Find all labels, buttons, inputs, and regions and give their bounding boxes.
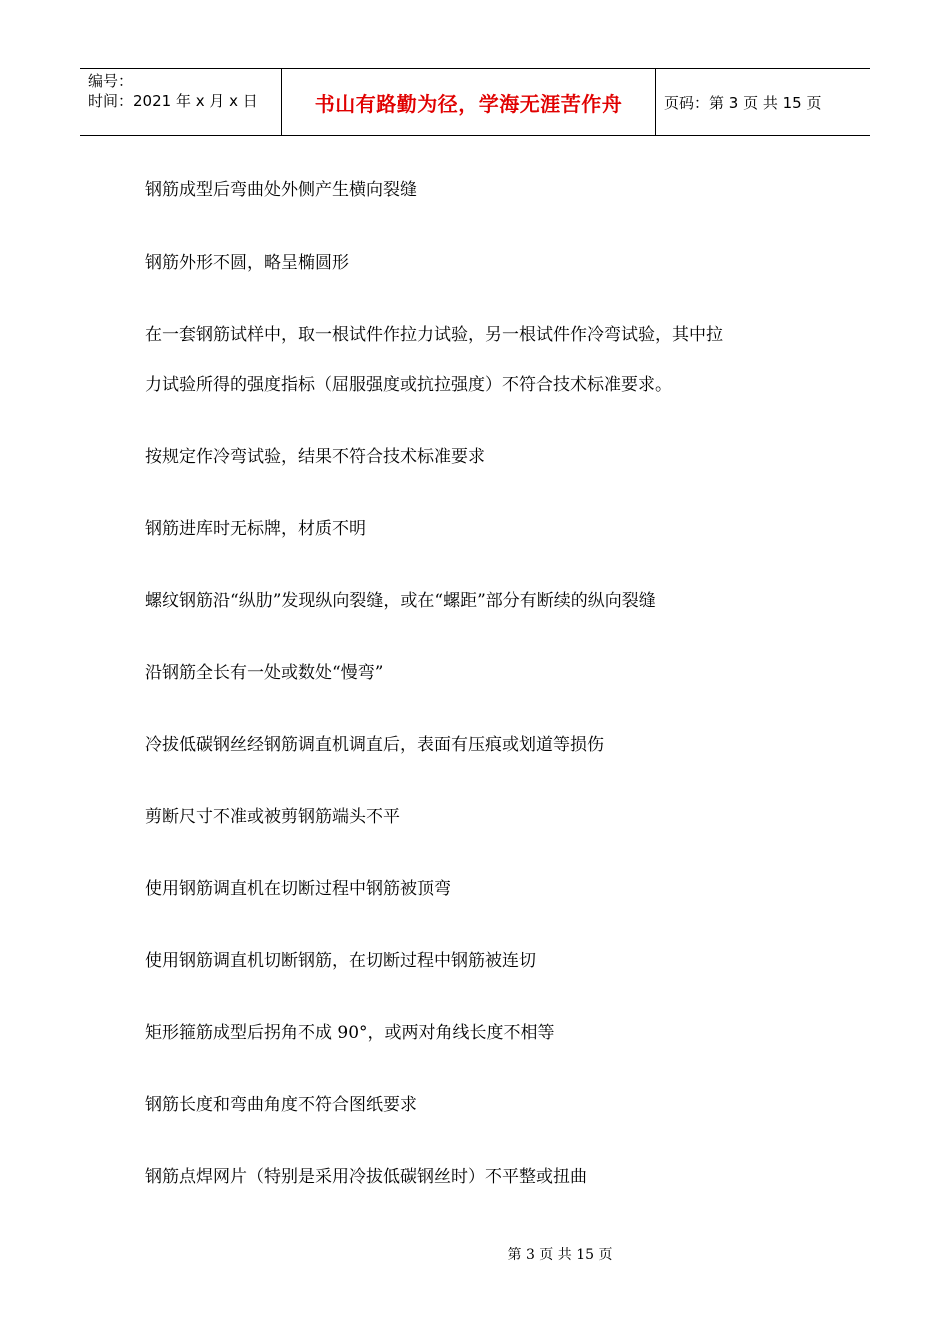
- document-header: [80, 68, 870, 136]
- body-line: 钢筋点焊网片（特别是采用冷拔低碳钢丝时）不平整或扭曲: [145, 1167, 587, 1187]
- body-line: 沿钢筋全长有一处或数处“慢弯”: [145, 663, 384, 683]
- body-line: 力试验所得的强度指标（屈服强度或抗拉强度）不符合技术标准要求。: [145, 375, 672, 395]
- body-line: 螺纹钢筋沿“纵肋”发现纵向裂缝，或在“螺距”部分有断续的纵向裂缝: [145, 591, 656, 611]
- document-number-label: 编号：: [88, 72, 134, 90]
- header-motto-cell: [282, 69, 656, 135]
- body-line: 钢筋长度和弯曲角度不符合图纸要求: [145, 1095, 417, 1115]
- body-line: 钢筋进库时无标牌，材质不明: [145, 519, 366, 539]
- header-meta-cell: [80, 69, 282, 135]
- document-date-label: 时间：2021 年 x 月 x 日: [88, 92, 258, 110]
- header-motto: 书山有路勤为径，学海无涯苦作舟: [314, 91, 623, 116]
- body-line: 冷拔低碳钢丝经钢筋调直机调直后，表面有压痕或划道等损伤: [145, 735, 604, 755]
- header-page-cell: [656, 69, 870, 135]
- body-line: 剪断尺寸不准或被剪钢筋端头不平: [145, 807, 400, 827]
- page-footer: [0, 1244, 950, 1264]
- header-page-number: 页码：第 3 页 共 15 页: [664, 93, 822, 112]
- body-line: 使用钢筋调直机在切断过程中钢筋被顶弯: [145, 879, 451, 899]
- body-line: 钢筋外形不圆，略呈椭圆形: [145, 253, 349, 273]
- body-line: 钢筋成型后弯曲处外侧产生横向裂缝: [145, 180, 417, 200]
- body-line: 使用钢筋调直机切断钢筋，在切断过程中钢筋被连切: [145, 951, 536, 971]
- body-line: 按规定作冷弯试验，结果不符合技术标准要求: [145, 447, 485, 467]
- body-line: 在一套钢筋试样中，取一根试件作拉力试验，另一根试件作冷弯试验，其中拉: [145, 325, 723, 345]
- body-line: 矩形箍筋成型后拐角不成 90°，或两对角线长度不相等: [145, 1023, 555, 1043]
- footer-page-number: 第 3 页 共 15 页: [507, 1247, 613, 1263]
